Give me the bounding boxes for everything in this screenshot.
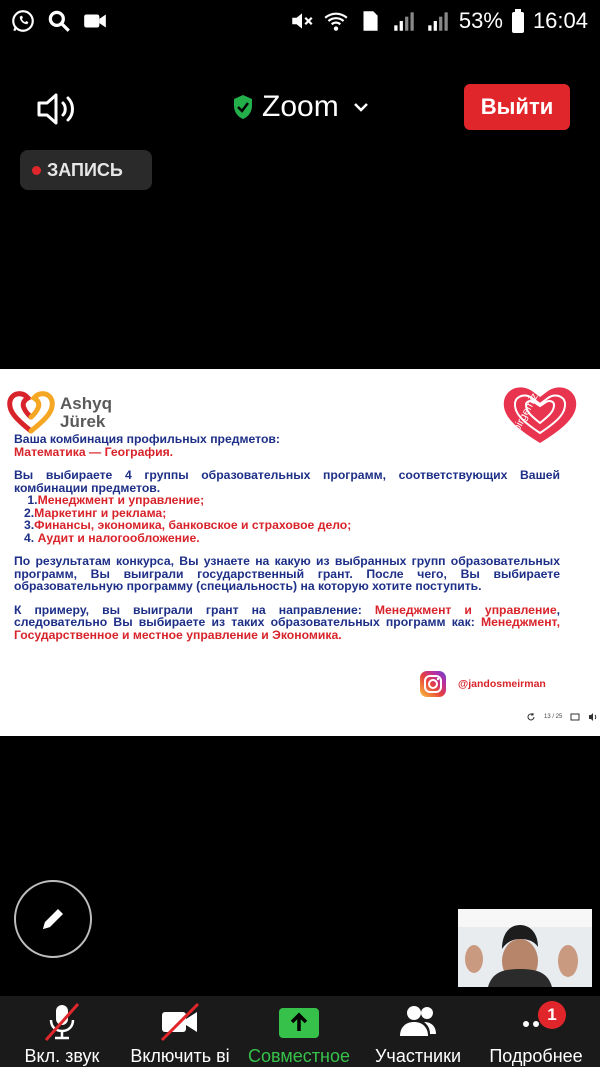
battery-icon [511, 9, 525, 33]
notification-badge: 1 [538, 1001, 566, 1029]
share-screen-icon [277, 1002, 321, 1042]
leave-button[interactable]: Выйти [464, 84, 570, 130]
whatsapp-icon [10, 8, 36, 34]
battery-percent: 53% [458, 8, 503, 33]
paragraph-2: По результатам конкурса, Вы узнаете на какую из выбранных групп образовательных программ, Вы выиграли государственный грант. После чего, Вы выбираете образовательную программу (специальность) на которую хотите поступить. [14, 554, 560, 593]
paragraph-3: К примеру, вы выиграли грант на направление: Менеджмент и управление, следовательно Вы выбираете из таких образовательных программ как: Менеджмент, Государственное и местное управление и Экономика. [14, 602, 560, 642]
mute-icon [289, 8, 315, 34]
combo-value: Математика — География. [14, 444, 174, 459]
combo-heading: Ваша комбинация профильных предметов: [14, 432, 280, 446]
annotate-button[interactable] [14, 880, 92, 958]
list-item: 2.Маркетинг и реклама; [24, 505, 167, 520]
shield-check-icon [232, 94, 254, 120]
ashyq-jurek-logo [6, 387, 56, 435]
more-label: Подробнее [489, 1046, 583, 1066]
pencil-icon [38, 904, 68, 934]
signal-icon [391, 8, 417, 34]
slide-controls [526, 712, 598, 722]
recording-badge[interactable] [20, 150, 152, 190]
shared-screen-slide [0, 369, 600, 736]
birgemiz-text: birgemiz [510, 391, 541, 434]
record-dot-icon [32, 166, 41, 175]
meeting-toolbar [0, 996, 600, 1067]
slide-scroll-left[interactable] [0, 540, 5, 556]
instagram-handle: @jandosmeirman [458, 678, 546, 690]
page-counter: 13 / 25 [544, 714, 563, 720]
instagram-icon [420, 671, 446, 697]
unmute-label: Вкл. звук [24, 1046, 100, 1066]
participant-video [458, 909, 592, 987]
mic-muted-icon [40, 1002, 84, 1042]
video-call-icon [82, 8, 108, 34]
share-screen-button[interactable] [240, 996, 358, 1067]
ashyq-jurek-wordmark [60, 395, 112, 431]
chevron-down-icon [353, 101, 369, 113]
start-video-label: Включить ві [130, 1046, 230, 1066]
window-icon[interactable] [570, 712, 580, 722]
logo-line-2: Jürek [60, 412, 106, 431]
logo-line-1: Ashyq [60, 394, 112, 413]
unmute-button[interactable] [14, 996, 110, 1067]
participants-button[interactable] [366, 996, 470, 1067]
status-bar [0, 0, 600, 44]
speaker-icon[interactable] [36, 92, 80, 126]
slide-text [14, 433, 560, 641]
clock: 16:04 [532, 8, 588, 33]
signal-2-icon [425, 8, 451, 34]
sim-icon [357, 8, 383, 34]
meeting-title-dropdown[interactable] [232, 90, 369, 124]
search-icon [46, 8, 72, 34]
video-off-icon [158, 1002, 202, 1042]
self-video-thumbnail[interactable] [458, 909, 592, 987]
app-title: Zoom [262, 90, 339, 123]
participants-icon [396, 1002, 440, 1042]
list-item: 3.Финансы, экономика, банковское и страховое дело; [24, 518, 352, 532]
program-list [14, 494, 560, 544]
meeting-header [0, 78, 600, 138]
wifi-icon [323, 8, 349, 34]
list-item: 4. Аудит и налогообложение. [24, 530, 200, 545]
share-screen-label: Совместное [248, 1046, 350, 1066]
slide-scroll-right[interactable] [595, 540, 600, 556]
start-video-button[interactable] [122, 996, 238, 1067]
more-button[interactable] [482, 996, 590, 1067]
paragraph-1: Вы выбираете 4 группы образовательных программ, соответствующих Вашей комбинации предметов. [14, 468, 560, 495]
list-item: 1.Менеджмент и управление; [24, 493, 205, 507]
recording-label: ЗАПИСЬ [47, 159, 123, 180]
refresh-icon[interactable] [526, 712, 536, 722]
audio-icon[interactable] [588, 712, 598, 722]
participants-label: Участники [375, 1046, 461, 1066]
